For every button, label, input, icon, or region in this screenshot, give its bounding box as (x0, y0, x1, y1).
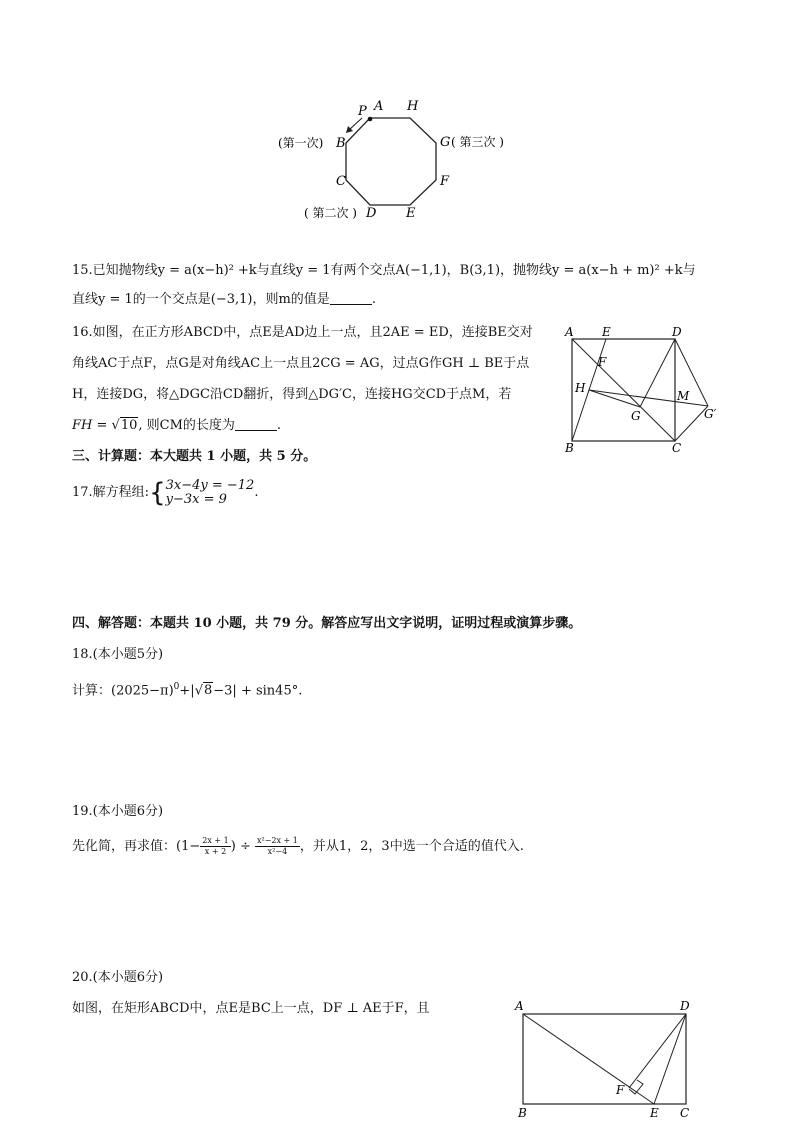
q16-line4-text: , 则CM的长度为 (138, 418, 235, 433)
label-g: G (631, 409, 641, 423)
q15-line2 (72, 290, 376, 310)
q19-frac2-den: x²−4 (267, 847, 288, 856)
q15-answer-blank (330, 290, 372, 305)
rectangle-figure (510, 996, 700, 1122)
q17-eq2: y−3x = 9 (165, 491, 227, 507)
q16-sqrt-value: 10 (120, 418, 138, 433)
q19-frac2-num: x²−2x + 1 (256, 836, 298, 845)
q18-text-c: −3| + sin45°. (213, 683, 303, 699)
q18-body (72, 677, 302, 701)
label-e: E (602, 325, 611, 339)
section4-heading: 四、解答题：本题共 10 小题，共 79 分。解答应写出文字说明，证明过程或演算步骤。 (72, 616, 582, 631)
label-c: C (680, 1106, 690, 1120)
label-g-prime: G′ (704, 407, 717, 421)
segment-df (629, 1014, 686, 1088)
q15-line1: 15.已知抛物线y = a(x−h)² +k与直线y = 1有两个交点A(−1,1)，B(3,1)，抛物线y = a(x−h + m)² +k与 (72, 263, 696, 278)
label-h: H (575, 381, 586, 395)
label-p: P (358, 104, 367, 119)
q19-body (72, 832, 524, 862)
segment-de (654, 1014, 686, 1104)
q19-text-a: 先化简，再求值：(1− (72, 839, 201, 854)
q19-text-c: ，并从1，2，3中选一个合适的值代入. (299, 839, 524, 854)
q15-line2-end: . (371, 292, 376, 307)
label-d: D (672, 325, 682, 339)
q16-line4 (72, 416, 281, 436)
label-d: D (680, 999, 690, 1013)
label-c: C (672, 441, 682, 455)
q15-line2-text: 直线y = 1的一个交点是(−3,1)，则m的值是 (72, 292, 330, 307)
octagon-figure (270, 95, 530, 225)
q16-answer-blank (235, 416, 277, 431)
label-f: F (440, 174, 450, 189)
segment-ae (523, 1014, 654, 1104)
q19-text-b: ) ÷ (230, 839, 255, 854)
label-b: B (565, 441, 574, 455)
point-p-dot (368, 117, 373, 122)
q19-fraction-2 (255, 836, 300, 857)
diagonal-ac (572, 339, 675, 441)
q17-eq1: 3x−4y = −12 (165, 477, 255, 493)
q16-line4-end: . (276, 418, 282, 433)
q17 (72, 478, 258, 508)
label-m: M (677, 389, 690, 403)
q16-line2: 角线AC于点F，点G是对角线AC上一点且2CG = AG，过点G作GH ⊥ BE于点 (72, 356, 530, 371)
q19-header: 19.(本小题6分) (72, 804, 164, 819)
label-e: E (650, 1106, 659, 1120)
q17-prefix: 17.解方程组: (72, 485, 150, 500)
q19-fraction-1 (200, 836, 230, 857)
q18-exponent: 0 (173, 682, 180, 692)
q18-text-a: 计算：(2025−π) (72, 683, 174, 699)
square-figure (560, 322, 730, 458)
label-a: A (374, 99, 384, 114)
note-first: (第一次) (278, 136, 324, 150)
label-a: A (515, 999, 524, 1013)
q16-sqrt-sign: √ (111, 418, 120, 433)
label-b: B (518, 1106, 527, 1120)
note-third: ( 第三次 ) (451, 135, 504, 149)
q18-sqrt-value: 8 (203, 683, 213, 699)
label-e: E (406, 206, 416, 221)
note-second: ( 第二次 ) (304, 206, 357, 220)
q19-frac1-num: 2x + 1 (202, 836, 229, 845)
rectangle-abcd (523, 1014, 686, 1104)
segment-hg-prime (589, 390, 708, 406)
octagon-shape (346, 118, 436, 205)
label-g: G (440, 135, 451, 150)
label-b: B (336, 136, 346, 151)
label-f: F (616, 1083, 625, 1097)
q19-frac1-den: x + 2 (204, 847, 227, 856)
label-h: H (407, 99, 419, 114)
q16-line3: H，连接DG，将△DGC沿CD翻折，得到△DG′C，连接HG交CD于点M，若 (72, 387, 512, 402)
q18-text-b: +| (179, 683, 195, 699)
label-d: D (366, 206, 377, 221)
section3-heading: 三、计算题：本大题共 1 小题，共 5 分。 (72, 449, 317, 464)
label-f: F (598, 355, 607, 369)
label-a: A (565, 325, 574, 339)
q17-suffix: . (254, 485, 259, 500)
label-c: C (336, 174, 346, 189)
q16-line1: 16.如图，在正方形ABCD中，点E是AD边上一点，且2AE = ED，连接BE交对 (72, 325, 533, 340)
q20-text: 如图，在矩形ABCD中，点E是BC上一点，DF ⊥ AE于F，且 (72, 1001, 430, 1016)
q17-brace: { (149, 477, 166, 508)
q16-fh: FH = (72, 418, 112, 433)
q17-system (166, 479, 255, 507)
q18-header: 18.(本小题5分) (72, 647, 164, 662)
q20-header: 20.(本小题6分) (72, 970, 164, 985)
segment-dg (640, 339, 675, 407)
q18-sqrt-sign: √ (194, 683, 203, 699)
